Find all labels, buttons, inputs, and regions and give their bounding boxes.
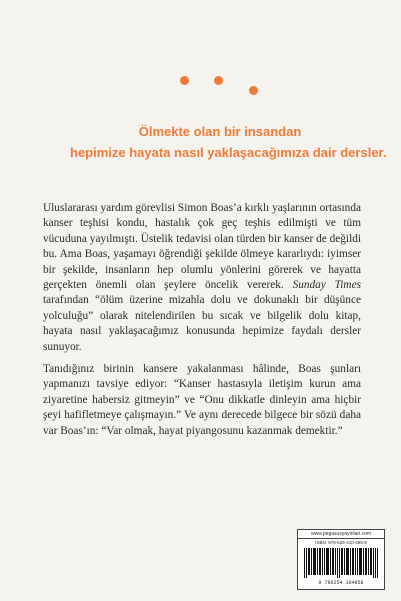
- description-paragraph-1: [43, 201, 361, 355]
- tagline-line-1: Ölmekte olan bir insandan: [138, 124, 302, 139]
- publisher-url: www.pegasusyayinlari.com: [298, 531, 384, 539]
- decorative-dot: [249, 86, 258, 95]
- barcode-digits: 9 786254 104958: [318, 580, 364, 586]
- isbn-label: ISBN: 978-625-410-495-8: [315, 540, 367, 545]
- paragraph-1-italic: Sunday Times: [292, 279, 362, 292]
- tagline-line-2: hepimize hayata nasıl yaklaşacağımıza dair dersler.: [70, 145, 387, 160]
- decorative-dots: [0, 76, 401, 96]
- decorative-dot: [214, 76, 223, 85]
- barcode-box: [297, 529, 385, 590]
- description-paragraph-2: Tanıdığınız birinin kansere yakalanması hâlinde, Boas şunları yapmanızı tavsiye ediyor: “Kanser hastasıyla iletişim kurun ama ziyaretine habersiz gitmeyin” ve “Onu dikkatle dinleyin ama hiçbir şeyi hafifletmeye çalışmayın.” Ve aynı derecede bilgece bir sözü daha var Boas’ın: “Var olmak, hayat piyangosunu kazanmak demektir.”: [43, 363, 361, 437]
- decorative-dot: [180, 76, 189, 85]
- paragraph-1-text-a: Uluslararası yardım görevlisi Simon Boas’a kırklı yaşlarının ortasında kanser teşhisi kondu, hastalık çok geç teşhis edilmişti ve tüm vücuduna yayılmıştı. Üstelik tedavisi olan türden bir kanser de değildi bu. Ama Boas, yaşamayı öğrendiği şekilde ölmeye kararlıydı: iyimser bir şekilde, insanların hep olumlu yönlerini görerek ve hayatta gerçekten önemli olan şeylere öncelik vererek.: [43, 202, 361, 292]
- paragraph-1-text-b: tarafından “ölüm üzerine mizahla dolu ve dokunaklı bir düşünce yolculuğu” olarak nitelendirilen bu sıcak ve bilgelik dolu kitap, hayata nasıl yaklaşacağımız konusunda hepimize faydalı dersler sunuyor.: [43, 294, 361, 353]
- barcode-image: [304, 548, 378, 578]
- tagline: [70, 121, 387, 163]
